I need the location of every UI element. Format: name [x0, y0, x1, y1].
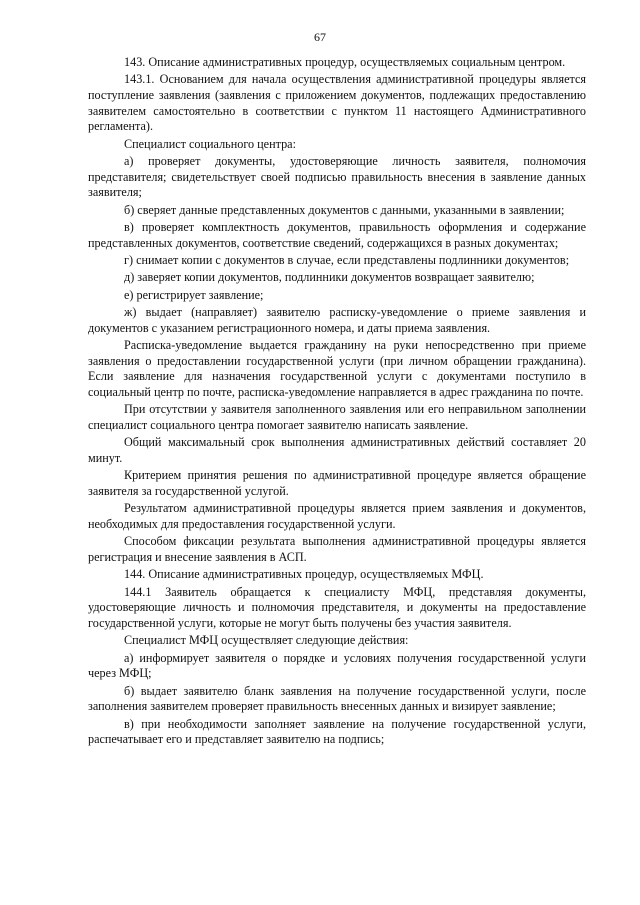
paragraph-receipt-notice: Расписка-уведомление выдается гражданину на руки непосредственно при приеме заявления о предоставлении государственной услуги (при личном обращении гражданина). Если заявление для назначения государственной услуги с документами поступило в социальный центр по почте, расписка-уведомление направляется в адрес гражданина по почте. — [88, 337, 586, 399]
mfc-list-item-b: б) выдает заявителю бланк заявления на получение государственной услуги, после заполнения заявителем проверяет правильность внесенных данных и визирует заявление; — [88, 683, 586, 714]
paragraph-143: 143. Описание административных процедур, осуществляемых социальным центром. — [124, 55, 566, 69]
paragraph-result: Результатом административной процедуры является прием заявления и документов, необходимых для предоставления государственной услуги. — [88, 501, 586, 531]
document-body — [88, 55, 586, 750]
list-item-b: б) сверяет данные представленных документов с данными, указанными в заявлении; — [124, 202, 565, 217]
list-item-d: д) заверяет копии документов, подлинники документов возвращает заявителю; — [124, 270, 535, 285]
paragraph-144-1: 144.1 Заявитель обращается к специалисту МФЦ, представляя документы, удостоверяющие личность и полномочия представителя, и документы на предоставление государственной услуги, которые не могут быть получены без участия заявителя. — [88, 584, 586, 630]
list-item-a: а) проверяет документы, удостоверяющие личность заявителя, полномочия представителя; свидетельствует своей подписью правильность внесения в заявление данных заявителя; — [88, 154, 586, 200]
mfc-list-item-v: в) при необходимости заполняет заявление на получение государственной услуги, распечатывает его и представляет заявителю на подпись; — [88, 716, 586, 747]
paragraph-specialist-heading: Специалист социального центра: — [124, 136, 296, 151]
paragraph-144: 144. Описание административных процедур, осуществляемых МФЦ. — [124, 567, 484, 582]
paragraph-decision-criterion: Критерием принятия решения по административной процедуре является обращение заявителя за государственной услугой. — [88, 468, 586, 498]
list-item-zh: ж) выдает (направляет) заявителю расписку-уведомление о приеме заявления и документов с указанием регистрационного номера, и даты приема заявления. — [88, 304, 586, 335]
list-item-e: е) регистрирует заявление; — [124, 287, 264, 302]
list-item-v: в) проверяет комплектность документов, правильность оформления и содержание представленных документов, соответствие сведений, содержащихся в разных документах; — [88, 220, 586, 250]
paragraph-mfc-specialist-heading: Специалист МФЦ осуществляет следующие действия: — [124, 633, 409, 648]
paragraph-max-duration: Общий максимальный срок выполнения административных действий составляет 20 минут. — [88, 435, 586, 465]
page-number: 67 — [314, 30, 326, 44]
list-item-g: г) снимает копии с документов в случае, если представлены подлинники документов; — [124, 253, 570, 267]
mfc-list-item-a: а) информирует заявителя о порядке и условиях получения государственной услуги через МФЦ; — [88, 650, 586, 681]
paragraph-fixation-method: Способом фиксации результата выполнения административной процедуры является регистрация и внесение заявления в АСП. — [88, 534, 586, 564]
paragraph-missing-application: При отсутствии у заявителя заполненного заявления или его неправильном заполнении специалист социального центра помогает заявителю написать заявление. — [88, 402, 586, 432]
paragraph-143-1: 143.1. Основанием для начала осуществления административной процедуры является поступление заявления (заявления с приложением документов, подлежащих предоставлению заявителем самостоятельно в соответствии с пунктом 11 настоящего Административного регламента). — [88, 72, 586, 134]
